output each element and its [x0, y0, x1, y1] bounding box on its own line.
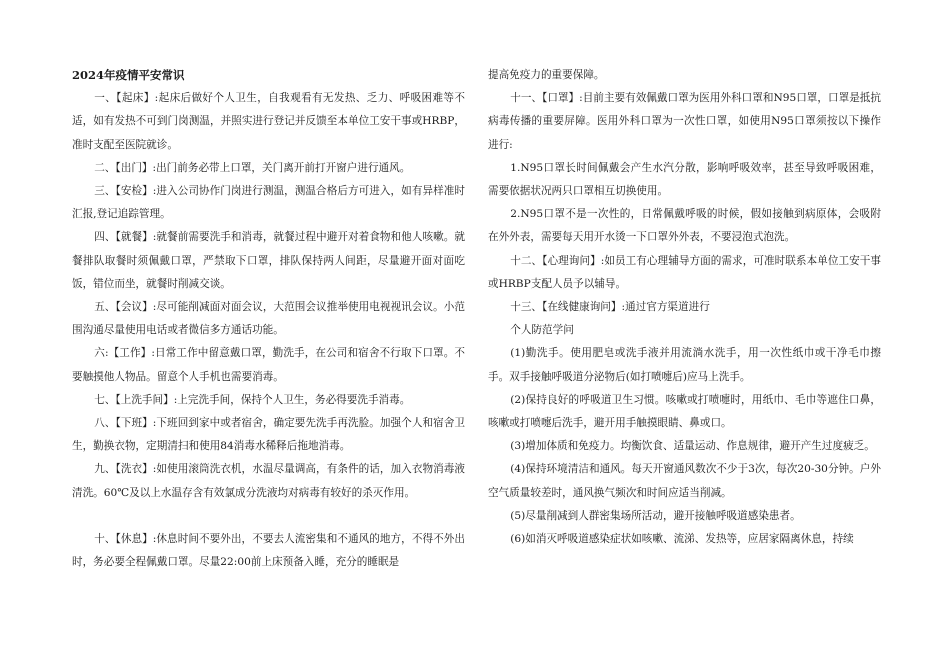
section-laundry: 九、【洗衣】:如使用滚筒洗衣机，水温尽量调高，有条件的话，加入衣物消毒液清洗。60℃及以上水温存含有效氯成分洗液均对病毒有较好的杀灭作用。: [72, 463, 465, 499]
mask-note-1: 1.N95口罩长时间佩戴会产生水汽分散，影响呼吸效率，甚至导致呼吸困难，需要依据状况两只口罩相互切换使用。: [488, 161, 881, 198]
section-psych-consult: 十二、【心理询问】:如员工有心理辅导方面的需求，可准时联系本单位工安干事或HRBP支配人员予以辅导。: [488, 254, 881, 290]
section-rest: 十、【休息】:休息时间不要外出，不要去人流密集和不通风的地方，不得不外出时，务必要全程佩戴口罩。尽量22:00前上床预备入睡，充分的睡眠是: [72, 533, 465, 569]
section-off-work: 八、【下班】:下班回到家中或者宿舍，确定要先洗手再洗脸。加强个人和宿舍卫生，勤换衣物，定期清扫和使用84消毒水稀释后拖地消毒。: [72, 417, 465, 453]
mask-note-2: 2.N95口罩不是一次性的，日常佩戴呼吸的时候，假如接触到病原体，会吸附在外外表，需要每天用开水烫一下口罩外外表，不要浸泡式泡洗。: [488, 208, 881, 244]
section-dining: 四、【就餐】:就餐前需要洗手和消毒，就餐过程中避开对着食物和他人咳嗽。就餐排队取餐时须佩戴口罩，严禁取下口罩，排队保持两人间距，尽量避开面对面吃饭，错位而坐，就餐时削减交谈。: [72, 231, 465, 290]
section-work: 六:【工作】:日常工作中留意戴口罩，勤洗手，在公司和宿舍不行取下口罩。不要触摸他人物品。留意个人手机也需要消毒。: [72, 347, 465, 383]
section-online-health: 十三、【在线健康询问】:通过官方渠道进行: [510, 301, 710, 314]
subheading-personal-prevention: 个人防范学问: [510, 324, 574, 337]
tip-ventilation: (4)保持环境清洁和通风。每天开窗通风数次不少于3次，每次20-30分钟。户外空气质量较差时，通风换气频次和时间应适当削减。: [488, 463, 881, 499]
right-column: [488, 64, 881, 551]
section-rest-continued: 提高免疫力的重要保障。: [488, 69, 605, 81]
tip-respiratory-hygiene: (2)保持良好的呼吸道卫生习惯。咳嗽或打喷嚏时，用纸巾、毛巾等遮住口鼻，咳嗽或打喷嚏后洗手，避开用手触摸眼睛、鼻或口。: [488, 393, 881, 430]
left-column: [72, 64, 465, 574]
section-mask: 十一、【口罩】:目前主要有效佩戴口罩为医用外科口罩和N95口罩，口罩是抵抗病毒传播的重要屏障。医用外科口罩为一次性口罩，如使用N95口罩须按以下操作进行:: [488, 92, 881, 151]
paragraph-gap: [72, 505, 465, 528]
section-security-check: 三、【安检】:进入公司协作门岗进行测温，测温合格后方可进入，如有异样准时汇报,登记追踪管理。: [72, 185, 465, 221]
tip-avoid-crowds: (5)尽量削减到人群密集场所活动，避开接触呼吸道感染患者。: [510, 509, 801, 522]
section-wake-up: 一、【起床】:起床后做好个人卫生，自我观看有无发热、乏力、呼吸困难等不适，如有发热不可到门岗测温，并照实进行登记并反馈至本单位工安干事或HRBP，准时支配至医院就诊。: [72, 92, 465, 151]
tip-immunity: (3)增加体质和免疫力。均衡饮食、适量运动、作息规律，避开产生过度疲乏。: [510, 440, 875, 453]
section-go-out: 二、【出门】:出门前务必带上口罩，关门离开前打开窗户进行通风。: [94, 161, 411, 174]
section-restroom: 七、【上洗手间】:上完洗手间，保持个人卫生，务必得要洗手消毒。: [94, 393, 411, 406]
tip-isolation: (6)如消灭呼吸道感染症状如咳嗽、流涕、发热等，应居家隔离休息，持续: [510, 533, 854, 546]
document-title: 2024年疫情平安常识: [72, 68, 185, 82]
tip-wash-hands: (1)勤洗手。使用肥皂或洗手液并用流淌水洗手，用一次性纸巾或干净毛巾擦手。双手接触呼吸道分泌物后(如打喷嚏后)应马上洗手。: [488, 347, 881, 383]
section-meeting: 五、【会议】:尽可能削减面对面会议，大范围会议推举使用电视视讯会议。小范围沟通尽量使用电话或者微信多方通话功能。: [72, 301, 465, 337]
